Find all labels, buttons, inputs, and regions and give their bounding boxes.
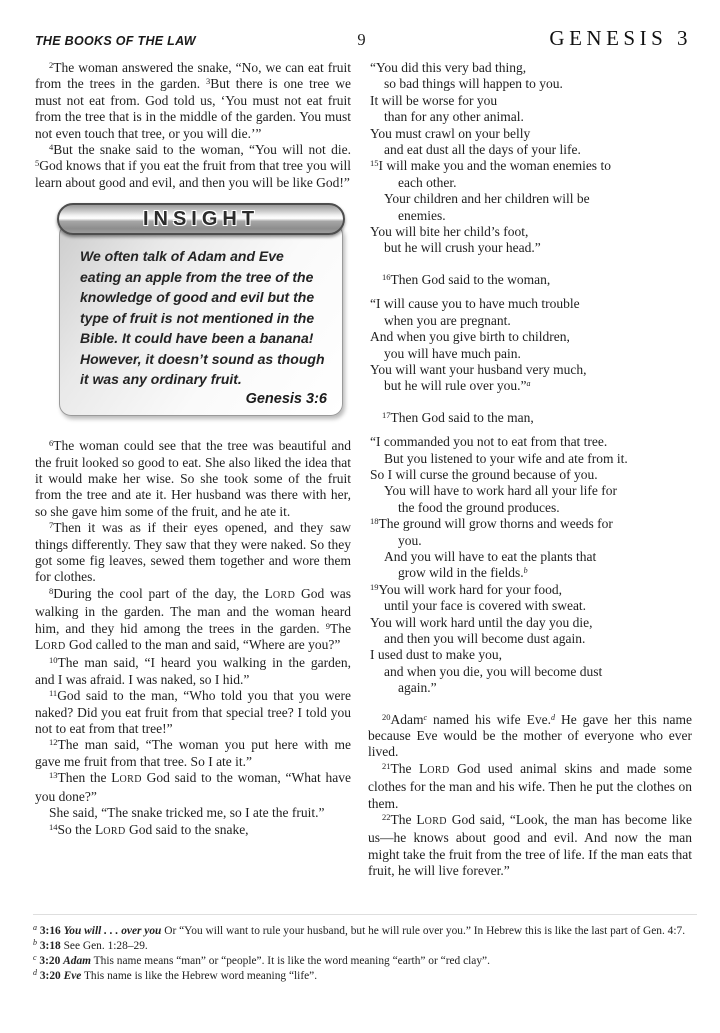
poem-line: “You did this very bad thing, bbox=[370, 60, 527, 75]
verses-after-insight bbox=[35, 438, 351, 840]
poem-line: and when you die, you will become dust bbox=[384, 663, 603, 679]
poem-line: enemies. bbox=[398, 207, 446, 223]
poem-line: So I will curse the ground because of you. bbox=[370, 466, 598, 482]
footnote-item: $^d$ 3:20 Eve This name is like the Hebrew word meaning “life”. bbox=[33, 968, 318, 982]
insight-body-panel bbox=[59, 223, 343, 416]
poem-line: “I will cause you to have much trouble bbox=[370, 296, 580, 312]
poetry-block bbox=[368, 296, 692, 394]
page-header bbox=[35, 26, 692, 51]
insight-title: INSIGHT bbox=[142, 208, 260, 231]
poem-line: you. bbox=[398, 532, 422, 548]
footnote-item: $^c$ 3:20 Adam This name means “man” or “people”. It is like the word meaning “earth” or “red clay”. bbox=[33, 953, 490, 967]
verse-paragraph: $^2$The woman answered the snake, “No, we can eat fruit from the trees in the garden. $^3$But there is one tree we must not eat from. God told us, ‘You must not eat fruit from the tree that is in the middle of the garden. You must not even touch that tree, or you will die.’” bbox=[35, 60, 351, 141]
footnote-separator bbox=[33, 914, 697, 915]
insight-reference: Genesis 3:6 bbox=[245, 390, 327, 407]
poem-line: “I commanded you not to eat from that tree. bbox=[370, 434, 608, 450]
verse-paragraph: $^{14}$So the LORD God said to the snake, bbox=[49, 821, 249, 837]
footnote-item: $^a$ 3:16 You will . . . over you Or “You will want to rule your husband, but he will rule over you.” In Hebrew this is like the last part of Gen. 4:7. bbox=[33, 923, 686, 937]
verses-before-insight bbox=[35, 60, 351, 191]
verse-paragraph: $^8$During the cool part of the day, the LORD God was walking in the garden. The man and the woman heard him, and they hid among the trees in the garden. $^9$The LORD God called to the man and said, “Where are you?” bbox=[35, 585, 351, 653]
right-column bbox=[368, 60, 692, 880]
verse-paragraph: $^{20}$Adam$^c$ named his wife Eve.$^d$ He gave her this name because Eve would be the mother of everyone who ever lived. bbox=[368, 711, 693, 760]
left-column bbox=[35, 60, 351, 880]
poem-line: each other. bbox=[398, 174, 457, 190]
poem-line: when you are pregnant. bbox=[384, 312, 511, 328]
verse-paragraph: $^{16}$Then God said to the woman, bbox=[382, 271, 551, 287]
right-column-blocks bbox=[368, 60, 692, 880]
insight-title-banner bbox=[57, 203, 345, 235]
verse-paragraph: $^{17}$Then God said to the man, bbox=[382, 409, 534, 425]
poem-line: than for any other animal. bbox=[384, 109, 524, 125]
poem-line: again.” bbox=[398, 680, 437, 696]
poem-line: and then you will become dust again. bbox=[384, 631, 586, 646]
poem-line: you will have much pain. bbox=[384, 345, 521, 361]
poem-line: $^{15}$I will make you and the woman enemies to bbox=[370, 158, 611, 174]
poem-line: so bad things will happen to you. bbox=[384, 76, 563, 92]
poem-line: It will be worse for you bbox=[370, 92, 498, 108]
verse-paragraph: $^{11}$God said to the man, “Who told you that you were naked? Did you eat fruit from that special tree? I told you not to eat from that tree!” bbox=[35, 688, 351, 737]
poem-line: You will want your husband very much, bbox=[370, 361, 587, 377]
verse-paragraph: $^{22}$The LORD God said, “Look, the man has become like us—he knows about good and evil. And now the man might take the fruit from the tree of life. If the man eats that fruit, he will live forever.” bbox=[368, 812, 692, 879]
footnote-item: $^b$ 3:18 See Gen. 1:28–29. bbox=[33, 938, 148, 952]
poem-line: the food the ground produces. bbox=[398, 499, 560, 515]
verse-paragraph: She said, “The snake tricked me, so I ate the fruit.” bbox=[49, 805, 325, 821]
verse-paragraph: $^7$Then it was as if their eyes opened, and they saw things differently. They saw that they were naked. So they got some fig leaves, sewed them together and wore them for clothes. bbox=[35, 520, 351, 585]
poem-line: but he will crush your head.” bbox=[384, 240, 541, 256]
footnotes-section bbox=[33, 914, 697, 984]
running-head: THE BOOKS OF THE LAW bbox=[35, 34, 196, 48]
poem-line: and eat dust all the days of your life. bbox=[384, 142, 581, 158]
poem-line: but he will rule over you.”$^a$ bbox=[384, 378, 531, 394]
text-columns bbox=[35, 60, 692, 880]
poem-line: And you will have to eat the plants that bbox=[384, 548, 597, 564]
poem-line: I used dust to make you, bbox=[370, 647, 502, 663]
poem-line: You will bite her child’s foot, bbox=[370, 224, 529, 240]
verse-paragraph: $^{12}$The man said, “The woman you put here with me gave me fruit from that tree. So I ate it.” bbox=[35, 737, 351, 769]
verse-paragraph: $^{21}$The LORD God used animal skins and made some clothes for the man and his wife. Then he put the clothes on them. bbox=[368, 760, 692, 811]
poem-line: grow wild in the fields.$^b$ bbox=[398, 565, 528, 581]
poem-line: Your children and her children will be bbox=[384, 191, 590, 207]
verse-paragraph: $^{13}$Then the LORD God said to the woman, “What have you done?” bbox=[35, 770, 351, 804]
poem-line: And when you give birth to children, bbox=[370, 329, 570, 345]
insight-box bbox=[57, 203, 345, 416]
verse-paragraph: $^{10}$The man said, “I heard you walking in the garden, and I was afraid. I was naked, so I hid.” bbox=[35, 655, 351, 687]
poetry-block bbox=[368, 60, 692, 257]
footnote-list bbox=[33, 924, 697, 984]
poem-line: $^{19}$You will work hard for your food, bbox=[370, 581, 562, 597]
poem-line: until your face is covered with sweat. bbox=[384, 598, 587, 614]
verse-paragraph: $^4$But the snake said to the woman, “You will not die. $^5$God knows that if you eat the fruit from that tree you will learn about good and evil, and then you will be like God!” bbox=[35, 142, 351, 190]
poem-line: $^{18}$The ground will grow thorns and weeds for bbox=[370, 516, 613, 532]
book-chapter-heading: GENESIS 3 bbox=[549, 26, 692, 50]
poetry-block bbox=[368, 434, 692, 697]
poem-line: You will have to work hard all your life for bbox=[384, 483, 617, 499]
page-number: 9 bbox=[357, 30, 366, 49]
insight-body-text: We often talk of Adam and Eve eating an apple from the tree of the knowledge of good and evil but the type of fruit is not mentioned in the Bible. It could have been a banana! However, it doesn’t sound as though it was any ordinary fruit. bbox=[80, 248, 325, 388]
verse-paragraph: $^6$The woman could see that the tree was beautiful and the fruit looked so good to eat. She also liked the idea that it would make her wise. So she took some of the fruit from the tree and ate it. Her husband was there with her, so she gave him some of the fruit, and he ate it. bbox=[35, 438, 351, 519]
poem-line: But you listened to your wife and ate from it. bbox=[384, 450, 628, 466]
poem-line: You must crawl on your belly bbox=[370, 125, 531, 141]
poem-line: You will work hard until the day you die, bbox=[370, 614, 593, 630]
